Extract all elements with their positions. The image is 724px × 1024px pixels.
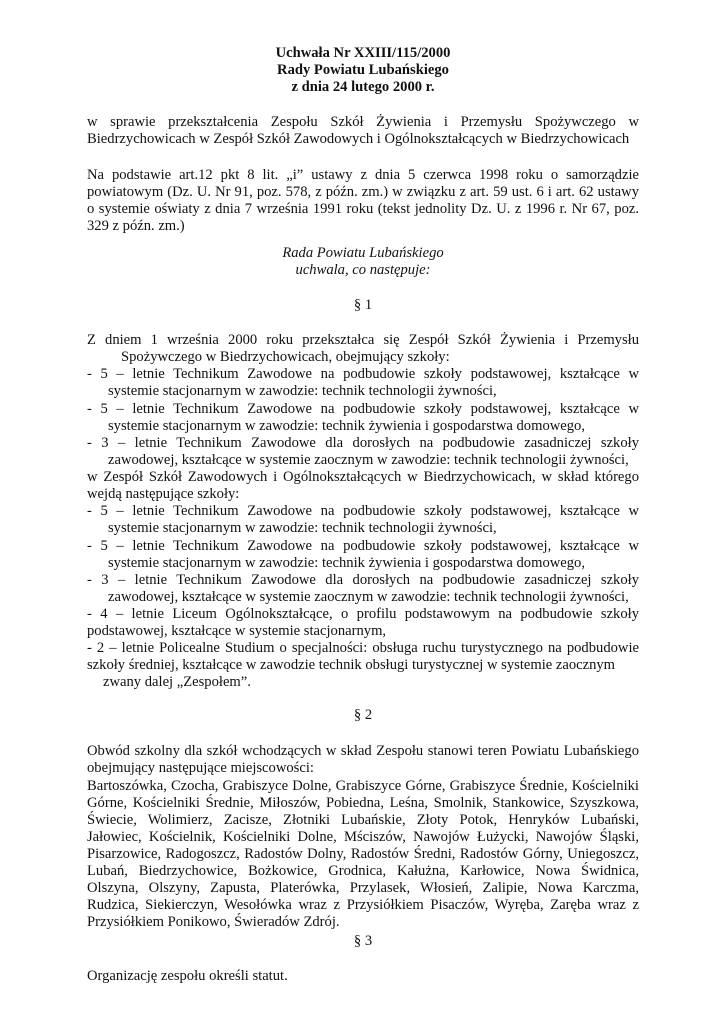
paragraph-line: wejdą następujące szkoły: — [87, 486, 240, 502]
paragraph-line: Spożywczego w Biedrzychowicach, obejmujący szkoły: — [121, 349, 450, 365]
subject-line: Biedrzychowicach w Zespół Szkół Zawodowych i Ogólnokształcących w Biedrzychowicach — [87, 131, 630, 147]
list-item-continuation: systemie stacjonarnym w zawodzie: technik żywienia i gospodarstwa domowego, — [108, 555, 586, 571]
list-item-continuation: systemie stacjonarnym w zawodzie: technik technologii żywności, — [108, 520, 497, 536]
locality-line: Bartoszówka, Czocha, Grabiszyce Dolne, Grabiszyce Górne, Grabiszyce Średnie, Kościelniki — [87, 778, 639, 794]
paragraph-line: obejmujący następujące miejscowości: — [87, 760, 314, 776]
paragraph-line: Organizację zespołu określi statut. — [87, 968, 288, 984]
paragraph-line: Z dniem 1 września 2000 roku przekształca się Zespół Szkół Żywienia i Przemysłu — [87, 332, 639, 348]
resolves-line: Rada Powiatu Lubańskiego — [282, 245, 444, 261]
list-item: - 5 – letnie Technikum Zawodowe na podbudowie szkoły podstawowej, kształcące w — [87, 503, 639, 519]
list-item: - 4 – letnie Liceum Ogólnokształcące, o profilu podstawowym na podbudowie szkoły — [87, 606, 639, 622]
locality-line: Przysiółkiem Ponikowo, Świeradów Zdrój. — [87, 914, 340, 930]
resolution-date: z dnia 24 lutego 2000 r. — [291, 79, 435, 95]
list-item-continuation: systemie stacjonarnym w zawodzie: technik żywienia i gospodarstwa domowego, — [108, 418, 586, 434]
resolution-number: Uchwała Nr XXIII/115/2000 — [275, 45, 451, 61]
locality-line: Lubań, Biedrzychowice, Bożkowice, Grodnica, Kałużna, Karłowice, Nowa Świdnica, — [87, 863, 639, 879]
paragraph-line: Obwód szkolny dla szkół wchodzących w skład Zespołu stanowi teren Powiatu Lubańskiego — [87, 743, 639, 759]
basis-line: 329 z późn. zm.) — [87, 218, 185, 234]
list-item-continuation: zawodowej, kształcące w systemie zaocznym w zawodzie: technik technologii żywności, — [108, 452, 629, 468]
locality-line: Pisarzowice, Radogoszcz, Radostów Dolny, Radostów Średni, Radostów Górny, Uniegoszcz, — [87, 846, 639, 862]
list-item-continuation: szkoły średniej, kształcące w zawodzie technik obsługi turystycznej w systemie zaocznym — [87, 657, 616, 673]
list-item-continuation: podstawowej, kształcące w systemie stacjonarnym, — [87, 623, 387, 639]
basis-line: o systemie oświaty z dnia 7 września 1991 roku (tekst jednolity Dz. U. z 1996 r. Nr 67, poz. — [87, 201, 639, 217]
locality-line: Rudzica, Siekierczyn, Wesołówka wraz z Przysiółkiem Pisaczów, Wyręba, Zaręba wraz z — [87, 897, 639, 913]
locality-line: Górne, Kościelniki Średnie, Miłoszów, Pobiedna, Leśna, Smolnik, Stankowice, Szyszkowa, — [87, 795, 639, 811]
paragraph-line: w Zespół Szkół Zawodowych i Ogólnokształcących w Biedrzychowicach, w skład którego — [87, 469, 639, 485]
locality-line: Świecie, Wolimierz, Zacisze, Złotniki Lubańskie, Złoty Potok, Henryków Lubański, — [87, 812, 639, 828]
subject-line: w sprawie przekształcenia Zespołu Szkół Żywienia i Przemysłu Spożywczego w — [87, 114, 639, 130]
basis-line: Na podstawie art.12 pkt 8 lit. „i” ustawy z dnia 5 czerwca 1998 roku o samorządzie — [87, 167, 639, 183]
section-1-heading: § 1 — [353, 297, 373, 313]
locality-line: Jałowiec, Kościelnik, Kościelniki Dolne, Mściszów, Nawojów Łużycki, Nawojów Śląski, — [87, 829, 639, 845]
section-3-heading: § 3 — [353, 933, 373, 949]
list-item: - 5 – letnie Technikum Zawodowe na podbudowie szkoły podstawowej, kształcące w — [87, 366, 639, 382]
list-item: - 3 – letnie Technikum Zawodowe dla dorosłych na podbudowie zasadniczej szkoły — [87, 572, 639, 588]
locality-line: Olszyna, Olszyny, Zapusta, Platerówka, Przylasek, Włosień, Zalipie, Nowa Karczma, — [87, 880, 639, 896]
list-item: - 5 – letnie Technikum Zawodowe na podbudowie szkoły podstawowej, kształcące w — [87, 538, 639, 554]
section-2-heading: § 2 — [353, 707, 373, 723]
list-item-continuation: systemie stacjonarnym w zawodzie: technik technologii żywności, — [108, 383, 497, 399]
paragraph-line: zwany dalej „Zespołem”. — [103, 674, 251, 690]
list-item-continuation: zawodowej, kształcące w systemie zaocznym w zawodzie: technik technologii żywności, — [108, 589, 629, 605]
list-item: - 3 – letnie Technikum Zawodowe dla dorosłych na podbudowie zasadniczej szkoły — [87, 435, 639, 451]
basis-line: powiatowym (Dz. U. Nr 91, poz. 578, z późn. zm.) w związku z art. 59 ust. 6 i art. 62 ustawy — [87, 184, 639, 200]
resolves-line: uchwala, co następuje: — [295, 262, 431, 278]
council-name: Rady Powiatu Lubańskiego — [277, 62, 449, 78]
list-item: - 2 – letnie Policealne Studium o specjalności: obsługa ruchu turystycznego na podbudowie — [87, 640, 639, 656]
list-item: - 5 – letnie Technikum Zawodowe na podbudowie szkoły podstawowej, kształcące w — [87, 401, 639, 417]
